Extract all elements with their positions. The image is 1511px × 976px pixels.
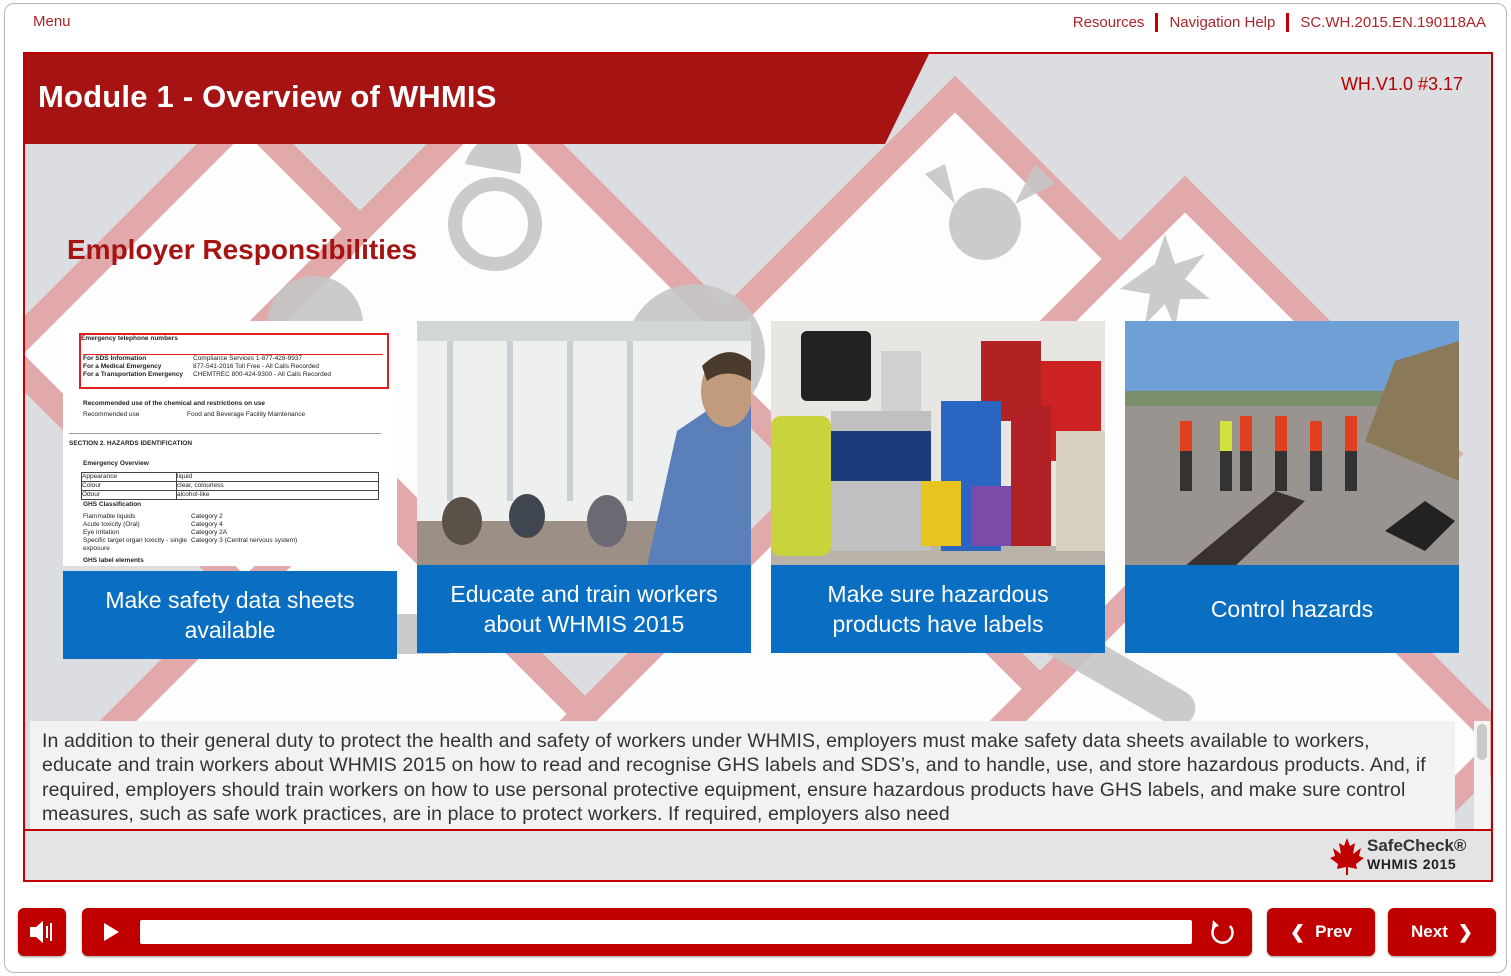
divider bbox=[69, 433, 381, 434]
next-button[interactable] bbox=[1388, 908, 1496, 956]
replay-icon[interactable] bbox=[1202, 908, 1242, 956]
top-links bbox=[1073, 13, 1486, 32]
card-caption: Control hazards bbox=[1125, 565, 1459, 653]
overview-table: Appearance liquid Colour clear, colourless Odour alcohol-like bbox=[81, 472, 379, 500]
logo-subtitle: WHMIS 2015 bbox=[1367, 856, 1457, 872]
play-icon[interactable] bbox=[86, 908, 134, 956]
narration-scrollbar[interactable] bbox=[1474, 721, 1490, 829]
prev-label: Prev bbox=[1315, 922, 1352, 941]
slide-stage bbox=[23, 52, 1493, 882]
exploding-bomb-icon bbox=[949, 188, 1021, 260]
menu-link[interactable]: Menu bbox=[33, 13, 71, 30]
worksite-photo bbox=[1125, 321, 1459, 566]
prev-button[interactable] bbox=[1267, 908, 1375, 956]
card-labels[interactable] bbox=[771, 321, 1105, 653]
sds-row: For SDS Information Compliance Services 1-877-428-9937 bbox=[83, 355, 303, 362]
chevron-left-icon: ❮ bbox=[1290, 921, 1306, 942]
safecheck-logo bbox=[1329, 834, 1477, 878]
next-label: Next bbox=[1411, 922, 1448, 941]
slide-id: WH.V1.0 #3.17 bbox=[1340, 74, 1463, 94]
card-caption: Educate and train workers about WHMIS 2015 bbox=[417, 565, 751, 653]
volume-button[interactable] bbox=[18, 908, 66, 956]
speaker-icon bbox=[18, 908, 66, 956]
chevron-right-icon: ❯ bbox=[1457, 921, 1473, 942]
sds-heading: Emergency telephone numbers bbox=[81, 335, 178, 342]
sds-row: For a Medical Emergency 877-541-2016 Toll Free - All Calls Recorded bbox=[83, 363, 319, 370]
logo-name: SafeCheck® bbox=[1367, 836, 1467, 855]
module-title: Module 1 - Overview of WHMIS bbox=[38, 79, 497, 114]
course-code-link[interactable]: SC.WH.2015.EN.190118AA bbox=[1300, 14, 1486, 31]
narration-text: In addition to their general duty to protect the health and safety of workers under WHMIS, employers must make safety data sheets available to workers, educate and train workers about WHMIS 2015 on how to read and recognise GHS labels and SDS’s, and to handle, use, and store hazardous products. And, if required, employers should train workers on how to use personal protective equipment, ensure hazardous products have GHS labels, and make sure control measures, such as safe work practices, are in place to protect workers. If required, employers also need bbox=[42, 730, 1426, 825]
card-sds[interactable] bbox=[63, 321, 397, 659]
maple-leaf-icon bbox=[1329, 836, 1365, 876]
training-photo bbox=[417, 321, 751, 566]
card-control-hazards[interactable] bbox=[1125, 321, 1459, 653]
sds-document-image: Emergency telephone numbers For SDS Information Compliance Services 1-877-428-9937 For a Medical Emergency 877-541-2016 Toll Free - All Calls Recorded For a Transportation Emergency CHEMTREC 800-424-9300 - All Calls Recorded Recommended use of the chemical and restrictions on use Recommended use Food and Beverage Facility Maintenance SECTION 2. HAZARDS IDENTIFICATION Emergency Overview Appearance liquid Colour clear, colourless Odour alcohol-like GHS Classification Flammable liquids Category 2 Acute toxicity (Oral) Category 4 Eye irritation Category 2A Specific target organ toxicity - single exposure Category 3 (Central nervous system) GHS label elements bbox=[63, 321, 397, 566]
section-title: Employer Responsibilities bbox=[67, 234, 418, 265]
sds-row: For a Transportation Emergency CHEMTREC 800-424-9300 - All Calls Recorded bbox=[83, 371, 332, 378]
separator bbox=[1155, 13, 1158, 32]
hazardous-products-photo bbox=[771, 321, 1105, 566]
separator bbox=[1286, 13, 1289, 32]
top-bar bbox=[0, 0, 1511, 46]
progress-track[interactable] bbox=[140, 920, 1192, 944]
card-training[interactable] bbox=[417, 321, 751, 653]
slide-footer bbox=[25, 831, 1491, 882]
scrollbar-thumb[interactable] bbox=[1477, 724, 1487, 760]
media-player-bar bbox=[82, 908, 1252, 956]
card-caption: Make safety data sheets available bbox=[63, 571, 397, 659]
navigation-help-link[interactable]: Navigation Help bbox=[1169, 14, 1276, 31]
narration-panel[interactable] bbox=[30, 721, 1455, 829]
resources-link[interactable]: Resources bbox=[1072, 14, 1145, 31]
card-caption: Make sure hazardous products have labels bbox=[771, 565, 1105, 653]
